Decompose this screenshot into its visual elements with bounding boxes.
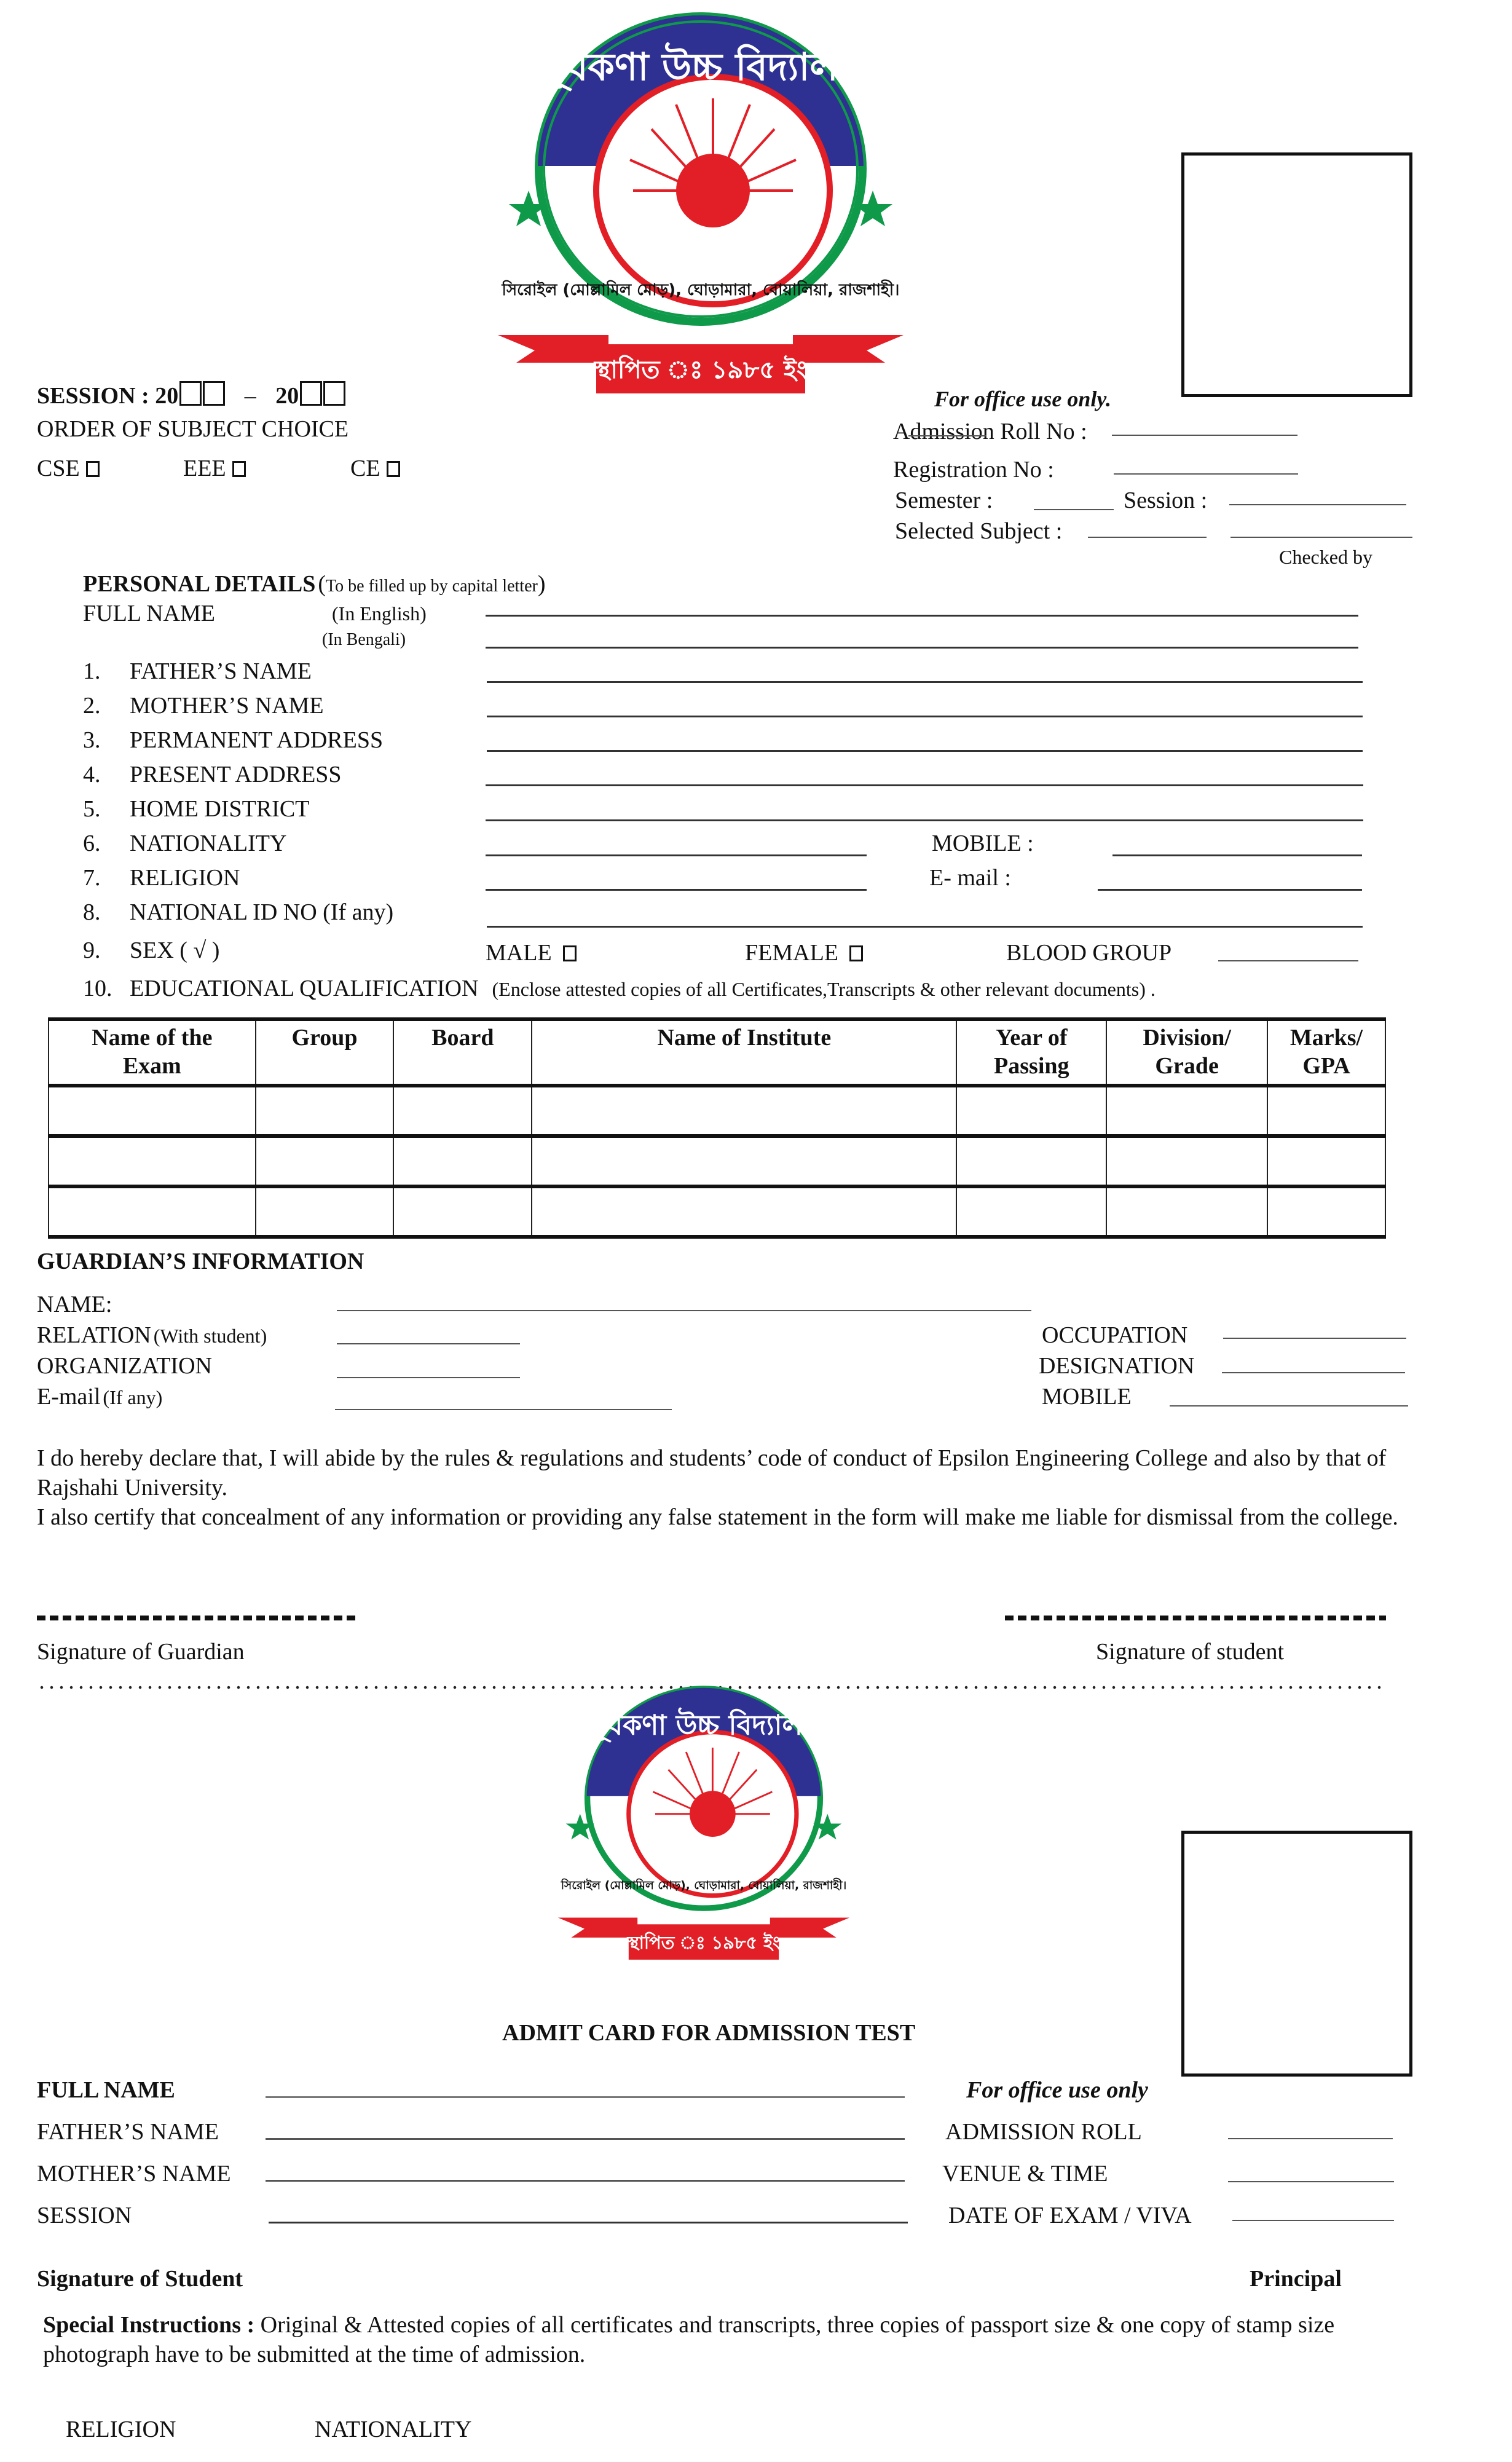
home-district-row	[83, 795, 309, 823]
table-cell[interactable]	[393, 1086, 532, 1136]
guardian-signature-label: Signature of Guardian	[37, 1639, 245, 1665]
female-option[interactable]	[745, 939, 863, 966]
relation-text: RELATION	[37, 1322, 151, 1348]
subject-eee-label: EEE	[183, 456, 226, 481]
established-text: স্থাপিত ঃ ১৯৮৫ ইং	[627, 1931, 781, 1953]
father-name-label: FATHER’S NAME	[130, 658, 312, 684]
full-name-label: FULL NAME	[83, 601, 215, 626]
male-option[interactable]	[486, 939, 577, 966]
checked-by-label: Checked by	[1279, 546, 1372, 568]
session-start-digit-box-1[interactable]	[179, 381, 202, 406]
admit-father-name-input[interactable]	[266, 2138, 905, 2140]
guardian-name-input[interactable]	[337, 1310, 1031, 1311]
guardian-occupation-input[interactable]	[1223, 1338, 1406, 1339]
special-instructions-text: Original & Attested copies of all certificates and transcripts, three copies of passport size & one copy of stamp size photograph have to be submitted at the time of admission.	[43, 2312, 1335, 2367]
father-name-row	[83, 658, 312, 685]
subject-cse-label: CSE	[37, 456, 80, 481]
guardian-designation-label: DESIGNATION	[1039, 1353, 1195, 1379]
table-cell[interactable]	[956, 1086, 1106, 1136]
email-label: E- mail :	[929, 865, 1011, 891]
male-label: MALE	[486, 940, 552, 966]
admit-religion-label: RELIGION	[66, 2417, 176, 2442]
item-number: 7.	[83, 865, 101, 891]
table-cell[interactable]	[1267, 1186, 1385, 1237]
personal-details-note: To be filled up by capital letter	[326, 577, 538, 596]
table-cell[interactable]	[393, 1186, 532, 1237]
admit-roll-input[interactable]	[1228, 2138, 1393, 2139]
table-cell[interactable]	[393, 1136, 532, 1186]
sex-label: SEX ( √ )	[130, 937, 220, 963]
table-cell[interactable]	[1267, 1086, 1385, 1136]
col-header-exam: Name of the Exam	[49, 1019, 256, 1086]
guardian-relation-input[interactable]	[337, 1343, 520, 1344]
admission-roll-entry[interactable]	[1112, 435, 1297, 436]
col-header-board: Board	[393, 1019, 532, 1086]
table-cell[interactable]	[256, 1086, 394, 1136]
special-instructions-label: Special Instructions :	[43, 2312, 255, 2338]
office-session-input[interactable]	[1229, 504, 1406, 505]
admission-roll-label: Admission Roll No :	[893, 419, 1087, 444]
in-bengali-label: (In Bengali)	[322, 630, 406, 649]
student-signature-label: Signature of student	[1096, 1639, 1285, 1665]
religion-label: RELIGION	[130, 865, 240, 891]
office-session-label: Session :	[1124, 487, 1208, 513]
mobile-input[interactable]	[1112, 854, 1362, 856]
in-english-label: (In English)	[332, 602, 427, 625]
admit-mother-name-input[interactable]	[266, 2180, 905, 2182]
exam-date-label: DATE OF EXAM / VIVA	[948, 2203, 1192, 2228]
table-cell[interactable]	[49, 1136, 256, 1186]
selected-subject-label: Selected Subject :	[895, 518, 1063, 544]
school-logo	[492, 6, 910, 400]
admit-father-name-label: FATHER’S NAME	[37, 2119, 219, 2145]
admit-full-name-input[interactable]	[266, 2096, 905, 2098]
col-header-institute: Name of Institute	[532, 1019, 956, 1086]
registration-label: Registration No :	[893, 457, 1054, 483]
admit-mother-name-label: MOTHER’S NAME	[37, 2161, 231, 2187]
full-name-bengali-input[interactable]	[486, 647, 1358, 649]
guardian-heading: GUARDIAN’S INFORMATION	[37, 1249, 364, 1274]
declaration-paragraph-1: I do hereby declare that, I will abide by the rules & regulations and students’ code of conduct of Epsilon Engineering College and also by that of Rajshahi University.	[37, 1445, 1387, 1501]
item-number: 1.	[83, 658, 101, 684]
semester-input[interactable]	[1034, 509, 1114, 510]
session-end-label: 20	[275, 383, 299, 409]
table-cell[interactable]	[956, 1136, 1106, 1186]
table-cell[interactable]	[1106, 1136, 1267, 1186]
item-number: 5.	[83, 796, 101, 822]
table-cell[interactable]	[49, 1186, 256, 1237]
sex-row	[83, 937, 219, 964]
table-cell[interactable]	[1106, 1086, 1267, 1136]
nationality-input[interactable]	[486, 854, 867, 856]
selected-subject-input-1[interactable]	[1088, 537, 1207, 538]
table-cell[interactable]	[956, 1186, 1106, 1237]
paren-close: )	[537, 571, 546, 597]
national-id-input[interactable]	[487, 926, 1363, 928]
guardian-mobile-label: MOBILE	[1042, 1384, 1132, 1410]
table-row	[49, 1186, 1385, 1237]
nationality-label: NATIONALITY	[130, 831, 287, 856]
home-district-label: HOME DISTRICT	[130, 796, 310, 822]
education-table-header	[49, 1019, 1385, 1086]
education-row	[83, 975, 1156, 1002]
school-name-text: সূর্যকণা উচ্চ বিদ্যালয়	[540, 44, 861, 89]
blood-group-input[interactable]	[1218, 960, 1358, 961]
admit-card-title: ADMIT CARD FOR ADMISSION TEST	[502, 2020, 916, 2046]
table-cell[interactable]	[532, 1186, 956, 1237]
item-number: 8.	[83, 899, 101, 925]
table-row	[49, 1086, 1385, 1136]
principal-label: Principal	[1250, 2266, 1342, 2292]
paren-open: (	[318, 571, 326, 597]
full-name-english-input[interactable]	[486, 615, 1358, 617]
table-cell[interactable]	[256, 1186, 394, 1237]
item-number: 10.	[83, 976, 112, 1001]
established-text: স্থাপিত ঃ ১৯৮৫ ইং	[594, 356, 808, 384]
education-table	[48, 1017, 1386, 1239]
permanent-address-label: PERMANENT ADDRESS	[130, 727, 384, 753]
semester-label: Semester :	[895, 487, 993, 513]
admit-student-signature-label: Signature of Student	[37, 2266, 243, 2292]
blood-group-label: BLOOD GROUP	[1006, 940, 1172, 966]
student-signature-line[interactable]	[1005, 1616, 1386, 1620]
guardian-relation-label	[37, 1322, 267, 1349]
item-number: 9.	[83, 937, 101, 963]
item-number: 2.	[83, 693, 101, 719]
table-cell[interactable]	[1267, 1136, 1385, 1186]
religion-input[interactable]	[486, 889, 867, 891]
subject-ce-checkbox[interactable]	[387, 461, 400, 477]
special-instructions	[43, 2310, 1364, 2369]
exam-date-input[interactable]	[1232, 2220, 1394, 2221]
admit-full-name-label: FULL NAME	[37, 2077, 175, 2103]
item-number: 3.	[83, 727, 101, 753]
national-id-label: NATIONAL ID NO (If any)	[130, 899, 394, 925]
personal-details-title: PERSONAL DETAILS	[83, 571, 316, 597]
session-label: SESSION : 20	[37, 383, 179, 409]
email-text: E-mail	[37, 1384, 101, 1410]
registration-input[interactable]	[1114, 473, 1298, 475]
guardian-designation-input[interactable]	[1222, 1372, 1405, 1373]
guardian-occupation-label: OCCUPATION	[1042, 1322, 1188, 1348]
session-end-digit-box-1[interactable]	[300, 381, 322, 406]
selected-subject-input-2[interactable]	[1230, 537, 1412, 538]
subject-ce-label: CE	[350, 456, 380, 481]
session-end-digit-box-2[interactable]	[323, 381, 345, 406]
mobile-label: MOBILE :	[932, 831, 1034, 856]
subject-choice-heading: ORDER OF SUBJECT CHOICE	[37, 416, 349, 442]
col-header-division: Division/ Grade	[1106, 1019, 1267, 1086]
school-logo-admit-card	[553, 1681, 854, 1964]
item-number: 6.	[83, 831, 101, 856]
national-id-row	[83, 899, 393, 926]
mother-name-label: MOTHER’S NAME	[130, 693, 324, 719]
education-note: (Enclose attested copies of all Certificates,Transcripts & other relevant documents) .	[492, 978, 1156, 1000]
guardian-email-label	[37, 1383, 162, 1410]
personal-details-heading	[83, 570, 545, 598]
admit-roll-label: ADMISSION ROLL	[945, 2119, 1142, 2145]
school-name-text: সূর্যকণা উচ্চ বিদ্যালয়	[589, 1709, 819, 1742]
table-cell[interactable]	[532, 1086, 956, 1136]
guardian-signature-line[interactable]	[37, 1616, 360, 1620]
guardian-email-input[interactable]	[335, 1409, 672, 1410]
venue-time-input[interactable]	[1228, 2181, 1394, 2182]
subject-ce[interactable]	[350, 455, 400, 482]
session-separator: –	[244, 383, 256, 409]
session-field	[37, 381, 345, 409]
admit-office-title: For office use only	[966, 2077, 1148, 2103]
item-number: 4.	[83, 762, 101, 787]
admit-card-photo-box[interactable]	[1181, 1831, 1412, 2077]
nationality-row	[83, 830, 286, 857]
email-input[interactable]	[1098, 889, 1362, 891]
mother-name-row	[83, 692, 324, 719]
table-cell[interactable]	[1106, 1186, 1267, 1237]
permanent-address-input[interactable]	[487, 750, 1363, 752]
col-header-group: Group	[256, 1019, 394, 1086]
photo-box[interactable]	[1181, 152, 1412, 397]
relation-note: (With student)	[153, 1325, 267, 1347]
subject-cse[interactable]	[37, 455, 100, 482]
education-label: EDUCATIONAL QUALIFICATION	[130, 976, 479, 1001]
guardian-mobile-input[interactable]	[1170, 1405, 1408, 1407]
admit-session-label: SESSION	[37, 2203, 132, 2228]
admit-nationality-label: NATIONALITY	[315, 2417, 472, 2442]
mother-name-input[interactable]	[487, 716, 1363, 717]
admit-session-input[interactable]	[269, 2222, 908, 2223]
table-cell[interactable]	[49, 1086, 256, 1136]
venue-time-label: VENUE & TIME	[942, 2161, 1108, 2187]
office-use-title: For office use only.	[934, 387, 1111, 411]
col-header-gpa: Marks/ GPA	[1267, 1019, 1385, 1086]
female-checkbox[interactable]	[849, 945, 863, 961]
email-note: (If any)	[103, 1386, 163, 1408]
guardian-organization-label: ORGANIZATION	[37, 1353, 212, 1379]
table-row	[49, 1136, 1385, 1186]
female-label: FEMALE	[745, 940, 838, 966]
present-address-input[interactable]	[486, 784, 1363, 786]
subject-cse-checkbox[interactable]	[86, 461, 100, 477]
present-address-label: PRESENT ADDRESS	[130, 762, 342, 787]
session-start-digit-box-2[interactable]	[203, 381, 225, 406]
permanent-address-row	[83, 727, 383, 754]
present-address-row	[83, 761, 342, 788]
home-district-input[interactable]	[486, 819, 1363, 821]
table-cell[interactable]	[532, 1136, 956, 1186]
subject-eee[interactable]	[183, 455, 246, 482]
guardian-organization-input[interactable]	[337, 1377, 520, 1378]
subject-eee-checkbox[interactable]	[232, 461, 246, 477]
school-address-text: সিরোইল (মোল্লামিল মোড়), ঘোড়ামারা, বোয়ালিয়া, রাজশাহী।	[561, 1879, 847, 1892]
father-name-input[interactable]	[487, 681, 1363, 683]
declaration-paragraph-2: I also certify that concealment of any information or providing any false statement in the form will make me liable for dismissal from the college.	[37, 1504, 1398, 1530]
guardian-name-label: NAME:	[37, 1292, 112, 1317]
table-cell[interactable]	[256, 1136, 394, 1186]
male-checkbox[interactable]	[563, 945, 577, 961]
admission-roll-input[interactable]	[908, 435, 986, 436]
religion-row	[83, 864, 240, 891]
school-address-text: সিরোইল (মোল্লামিল মোড়), ঘোড়ামারা, বোয়ালিয়া, রাজশাহী।	[502, 281, 900, 299]
col-header-year: Year of Passing	[956, 1019, 1106, 1086]
